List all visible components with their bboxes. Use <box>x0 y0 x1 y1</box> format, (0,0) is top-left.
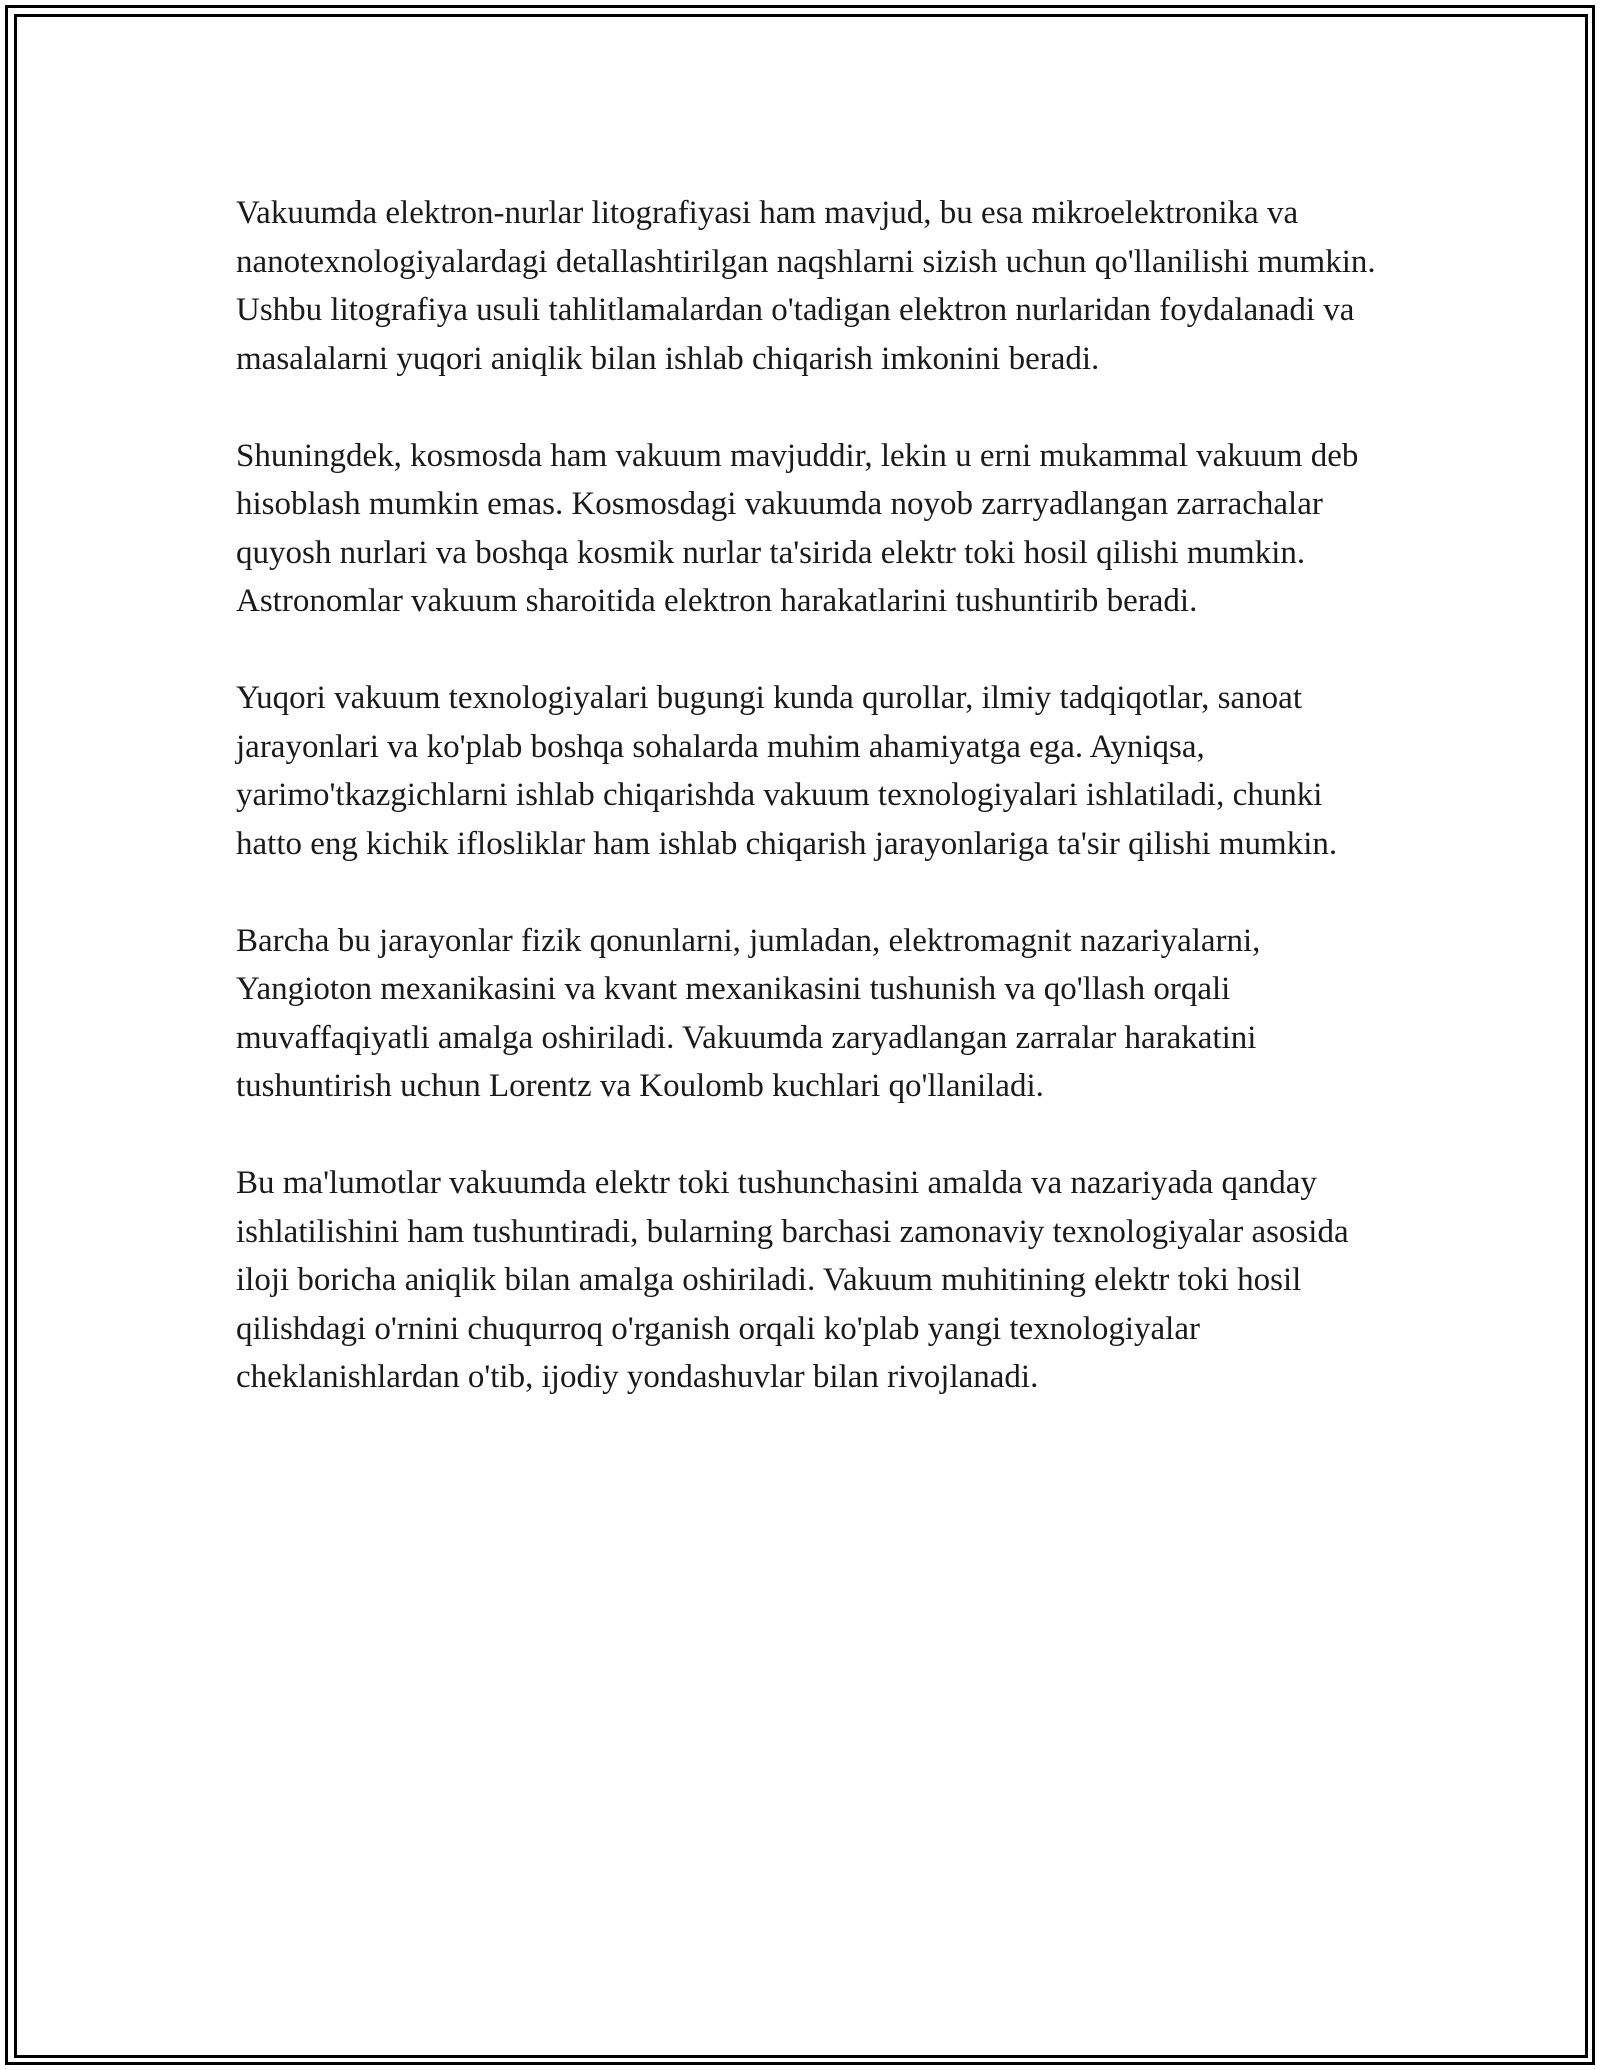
paragraph-5: Bu ma'lumotlar vakuumda elektr toki tushunchasini amalda va nazariyada qanday ishlatilishini ham tushuntiradi, bularning barchasi zamonaviy texnologiyalar asosida iloji boricha aniqlik bilan amalga oshiriladi. Vakuum muhitining elektr toki hosil qilishdagi o'rnini chuqurroq o'rganish orqali ko'plab yangi texnologiyalar cheklanishlardan o'tib, ijodiy yondashuvlar bilan rivojlanadi. <box>236 1165 1349 1395</box>
document-body <box>236 189 1386 1450</box>
paragraph-4: Barcha bu jarayonlar fizik qonunlarni, jumladan, elektromagnit nazariyalarni, Yangioton mexanikasini va kvant mexanikasini tushunish va qo'llash orqali muvaffaqiyatli amalga oshiriladi. Vakuumda zaryadlangan zarralar harakatini tushuntirish uchun Lorentz va Koulomb kuchlari qo'llaniladi. <box>236 922 1261 1104</box>
paragraph-2: Shuningdek, kosmosda ham vakuum mavjuddir, lekin u erni mukammal vakuum deb hisoblash mumkin emas. Kosmosdagi vakuumda noyob zarryadlangan zarrachalar quyosh nurlari va boshqa kosmik nurlar ta'sirida elektr toki hosil qilishi mumkin. Astronomlar vakuum sharoitida elektron harakatlarini tushuntirib beradi. <box>236 437 1359 619</box>
paragraph-1: Vakuumda elektron-nurlar litografiyasi ham mavjud, bu esa mikroelektronika va nanotexnologiyalardagi detallashtirilgan naqshlarni sizish uchun qo'llanilishi mumkin. Ushbu litografiya usuli tahlitlamalardan o'tadigan elektron nurlaridan foydalanadi va masalalarni yuqori aniqlik bilan ishlab chiqarish imkonini beradi. <box>236 195 1376 377</box>
paragraph-3: Yuqori vakuum texnologiyalari bugungi kunda qurollar, ilmiy tadqiqotlar, sanoat jarayonlari va ko'plab boshqa sohalarda muhim ahamiyatga ega. Ayniqsa, yarimo'tkazgichlarni ishlab chiqarishda vakuum texnologiyalari ishlatiladi, chunki hatto eng kichik ifloslikl​ar ham ishlab chiqarish jarayonlariga ta'sir qilishi mumkin. <box>236 680 1338 862</box>
